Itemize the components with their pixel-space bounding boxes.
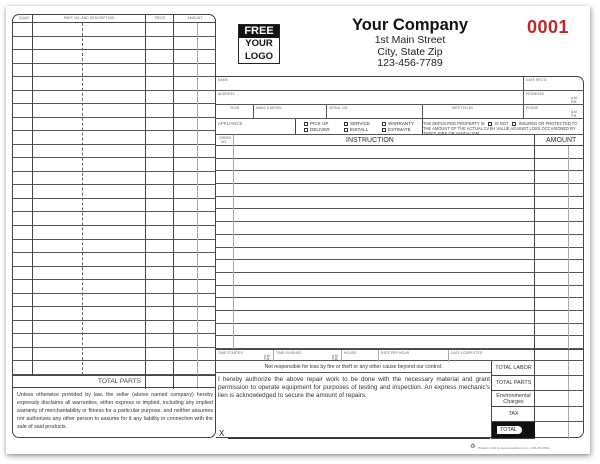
- phone-label: PHONE: [526, 106, 539, 110]
- year-label: YEAR: [230, 106, 240, 110]
- instruction-header: [216, 135, 584, 146]
- environmental-charges-amount[interactable]: [535, 391, 584, 407]
- company-phone: 123-456-7789: [377, 57, 443, 69]
- instruction-row[interactable]: [216, 336, 584, 349]
- totals-block: [491, 361, 584, 439]
- total-parts-label: TOTAL PARTS: [98, 378, 141, 385]
- date-completed-label: DATE COMPLETED: [451, 351, 483, 355]
- signature-x: X: [219, 429, 225, 438]
- parts-row[interactable]: [13, 118, 215, 132]
- instruction-row[interactable]: [216, 311, 584, 324]
- company-block: [330, 16, 490, 70]
- logo-free: FREE: [239, 25, 279, 38]
- parts-row[interactable]: [13, 334, 215, 348]
- instruction-row[interactable]: [216, 209, 584, 222]
- col-description: PART NO. AND DESCRIPTION: [63, 16, 115, 20]
- parts-row[interactable]: [13, 361, 215, 375]
- printer-credit: Printed in USA by www.printedforms.com • 800-270-4581: [478, 446, 549, 450]
- form-number: 0001: [527, 17, 570, 37]
- written-by-label: WRITTEN BY: [452, 106, 474, 110]
- checkbox[interactable]: [344, 128, 348, 132]
- instruction-row[interactable]: [216, 286, 584, 299]
- option-pick-up[interactable]: PICK UP: [304, 121, 328, 126]
- checkbox[interactable]: [382, 122, 386, 126]
- total-labor-amount[interactable]: [535, 361, 584, 376]
- liability-note-row: [216, 361, 491, 373]
- work-order-section: [216, 76, 584, 438]
- total-label: TOTAL: [497, 426, 522, 434]
- date-received-label: DATE REC'D: [526, 78, 547, 82]
- instruction-row[interactable]: [216, 324, 584, 337]
- promised-am: A.M.: [571, 96, 578, 100]
- hours-label: HOURS: [344, 351, 357, 355]
- total-parts-row: [13, 375, 215, 388]
- parts-row[interactable]: [13, 23, 215, 37]
- is-not-checkbox[interactable]: [512, 122, 516, 126]
- divider: [233, 135, 234, 349]
- total-parts-amount[interactable]: [535, 376, 584, 391]
- divider: [197, 23, 198, 389]
- divider: [145, 15, 146, 389]
- checkbox[interactable]: [344, 122, 348, 126]
- parts-row[interactable]: [13, 307, 215, 321]
- signature-line[interactable]: [228, 438, 490, 439]
- phone-am: A.M.: [571, 110, 578, 114]
- option-deliver[interactable]: DELIVER: [304, 127, 330, 132]
- parts-rows: [13, 23, 215, 375]
- parts-row[interactable]: [13, 37, 215, 51]
- time-started-label: TIME STARTED: [218, 351, 244, 355]
- parts-row[interactable]: [13, 77, 215, 91]
- parts-row[interactable]: [13, 199, 215, 213]
- parts-row[interactable]: [13, 212, 215, 226]
- checkbox[interactable]: [382, 128, 386, 132]
- logo-your: YOUR: [245, 38, 273, 49]
- instruction-row[interactable]: [216, 159, 584, 172]
- divider: [173, 15, 174, 389]
- logo-placeholder: [238, 24, 280, 64]
- tax-amount[interactable]: [535, 407, 584, 422]
- parts-row[interactable]: [13, 267, 215, 281]
- authorization-text: I hereby authorize the above repair work to be done with the necessary material and grant permission to operate equipment for purposes of testing and inspection. An express mechanic's lien is acknowledged to secure the amount of repairs.: [218, 376, 490, 400]
- logo-logo: LOGO: [245, 50, 273, 62]
- instruction-row[interactable]: [216, 184, 584, 197]
- warranty-disclaimer: Unless otherwise provided by law, the seller (above named company) hereby expressly disclaims all warranties, either express or implied, including any implied warranty of merchantability or fitness for a particular purpose, and neither assumes nor authorizes any other person to assume for it any liability in connection with the sale of said products.: [17, 392, 213, 431]
- parts-row[interactable]: [13, 226, 215, 240]
- option-install[interactable]: INSTALL: [344, 127, 368, 132]
- tax-label: TAX: [491, 407, 535, 422]
- promised-label: PROMISED: [526, 92, 545, 96]
- col-quan: QUAN: [18, 16, 30, 20]
- phone-pm: P.M.: [571, 114, 578, 118]
- time-finished-label: TIME FINISHED: [276, 351, 302, 355]
- parts-row[interactable]: [13, 185, 215, 199]
- environmental-charges-label: Environmental Charges: [491, 391, 535, 407]
- col-amount: AMOUNT: [187, 16, 203, 20]
- parts-row[interactable]: [13, 145, 215, 159]
- parts-row[interactable]: [13, 280, 215, 294]
- instruction-row[interactable]: [216, 248, 584, 261]
- total-labor-label: TOTAL LABOR: [491, 361, 535, 376]
- parts-table: [12, 14, 216, 438]
- finished-am: A.M.: [332, 354, 339, 358]
- parts-row[interactable]: [13, 240, 215, 254]
- rate-per-hour-label: RATE PER HOUR: [381, 351, 410, 355]
- name-label: NAME: [218, 78, 228, 82]
- serial-label: SERIAL NO.: [329, 106, 349, 110]
- option-warranty[interactable]: WARRANTY: [382, 121, 414, 126]
- total-parts-label: TOTAL PARTS: [491, 376, 535, 391]
- is-checkbox[interactable]: [488, 122, 492, 126]
- parts-row[interactable]: [13, 91, 215, 105]
- parts-row[interactable]: [13, 50, 215, 64]
- total-label-cell: [491, 422, 535, 439]
- parts-row[interactable]: [13, 294, 215, 308]
- option-service[interactable]: SERVICE: [344, 121, 370, 126]
- finished-pm: P.M.: [332, 357, 339, 361]
- col-price: PRICE: [154, 16, 166, 20]
- instruction-row[interactable]: [216, 197, 584, 210]
- parts-row[interactable]: [13, 348, 215, 362]
- company-address1: 1st Main Street: [374, 34, 446, 46]
- instruction-row[interactable]: [216, 235, 584, 248]
- instruction-row[interactable]: [216, 171, 584, 184]
- divider: [32, 15, 33, 375]
- parts-row[interactable]: [13, 104, 215, 118]
- checkbox[interactable]: [304, 122, 308, 126]
- instruction-rows: [216, 146, 584, 349]
- parts-row[interactable]: [13, 131, 215, 145]
- order-no-label: ORDER NO.: [219, 136, 231, 144]
- started-am: A.M.: [264, 354, 271, 358]
- started-pm: P.M.: [264, 357, 271, 361]
- parts-row[interactable]: [13, 172, 215, 186]
- instruction-row[interactable]: [216, 298, 584, 311]
- promised-pm: P.M.: [571, 100, 578, 104]
- option-estimate[interactable]: ESTIMATE: [382, 127, 411, 132]
- address-label: ADDRESS: [218, 92, 235, 96]
- instruction-row[interactable]: [216, 273, 584, 286]
- checkbox[interactable]: [304, 128, 308, 132]
- parts-table-header: [13, 15, 215, 23]
- company-address2: City, State Zip: [377, 45, 443, 58]
- parts-row[interactable]: [13, 321, 215, 335]
- deposit-notice: THE DEPOSITED PROPERTY IS IS NOT INSURED OR PROTECTED TO THE AMOUNT OF THE ACTUAL CASH VALUE AGAINST LOSS OCCASIONED BY THEFT, FIRE OR VANDALISM.: [423, 121, 578, 136]
- liability-note: Not responsible for loss by fire or theft or any other cause beyond our control.: [264, 364, 443, 370]
- make-model-label: MAKE & MODEL: [256, 106, 283, 110]
- instruction-row[interactable]: [216, 222, 584, 235]
- recycle-icon: ♻: [470, 444, 476, 450]
- instruction-title: INSTRUCTION: [346, 137, 394, 144]
- parts-row[interactable]: [13, 64, 215, 78]
- appliance-label: APPLIANCE: [218, 121, 243, 126]
- parts-row[interactable]: [13, 253, 215, 267]
- parts-row[interactable]: [13, 158, 215, 172]
- company-name: Your Company: [351, 16, 469, 34]
- instruction-row[interactable]: [216, 260, 584, 273]
- divider: [82, 23, 83, 375]
- instruction-row[interactable]: [216, 146, 584, 159]
- name-field[interactable]: [216, 77, 523, 91]
- amount-title: AMOUNT: [546, 137, 577, 144]
- address-field[interactable]: [216, 91, 523, 105]
